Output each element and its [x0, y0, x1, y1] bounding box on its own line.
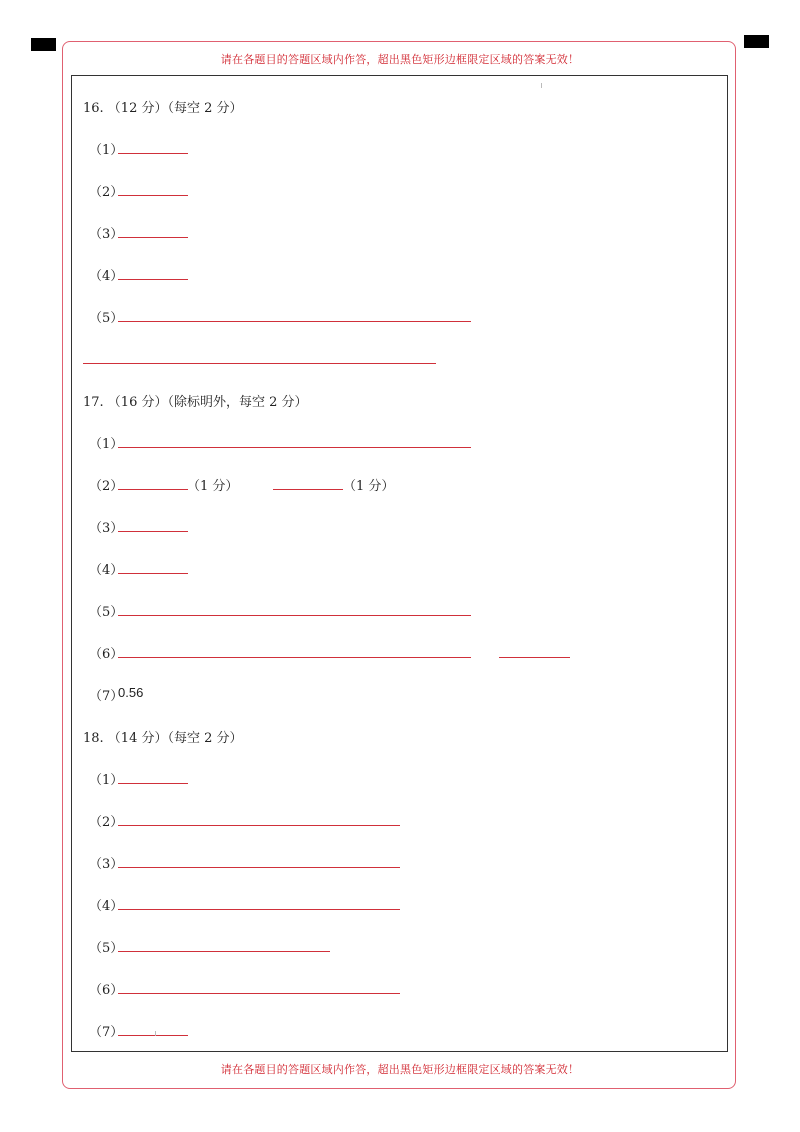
q17-row-2-label: （2） — [89, 479, 124, 494]
q16-row-4-label: （4） — [89, 269, 124, 284]
q18-row-2-label: （2） — [89, 815, 124, 830]
q18-answer-line-2[interactable] — [118, 825, 400, 826]
q18-row-1-label: （1） — [89, 773, 124, 788]
scan-tick — [155, 1031, 156, 1036]
notice-bottom: 请在各题目的答题区域内作答，超出黑色矩形边框限定区域的答案无效！ — [220, 1063, 580, 1076]
q16-row-5-label: （5） — [89, 311, 124, 326]
q16-row-3-label: （3） — [89, 227, 124, 242]
q17-answer-line-5[interactable] — [118, 615, 471, 616]
q18-answer-line-5[interactable] — [118, 951, 330, 952]
q18-row-5-label: （5） — [89, 941, 124, 956]
q18-row-7-label: （7） — [89, 1025, 124, 1040]
question-16-title: 16. （12 分）（每空 2 分） — [83, 101, 243, 116]
q17-row-4-label: （4） — [89, 563, 124, 578]
scan-tick — [541, 83, 542, 88]
q18-answer-line-4[interactable] — [118, 909, 400, 910]
q17-row-2-note-1: （1 分） — [187, 479, 239, 494]
q18-answer-line-7[interactable] — [118, 1035, 188, 1036]
q18-row-6-label: （6） — [89, 983, 124, 998]
q16-answer-line-1[interactable] — [118, 153, 188, 154]
q16-row-1-label: （1） — [89, 143, 124, 158]
q17-row-2-note-2: （1 分） — [343, 479, 395, 494]
q16-answer-line-5b[interactable] — [83, 363, 436, 364]
q16-answer-line-4[interactable] — [118, 279, 188, 280]
q17-answer-line-1[interactable] — [118, 447, 471, 448]
q17-answer-line-2a[interactable] — [118, 489, 188, 490]
q17-answer-line-6b[interactable] — [499, 657, 570, 658]
q17-row-3-label: （3） — [89, 521, 124, 536]
q17-row-7-label: （7） — [89, 689, 124, 704]
q18-answer-line-3[interactable] — [118, 867, 400, 868]
answer-area-border — [71, 75, 728, 1052]
q17-answer-line-4[interactable] — [118, 573, 188, 574]
q18-row-3-label: （3） — [89, 857, 124, 872]
q17-answer-line-2b[interactable] — [273, 489, 343, 490]
q17-row-6-label: （6） — [89, 647, 124, 662]
alignment-marker-left — [31, 38, 56, 51]
q18-row-4-label: （4） — [89, 899, 124, 914]
alignment-marker-right — [744, 35, 769, 48]
notice-top: 请在各题目的答题区域内作答，超出黑色矩形边框限定区域的答案无效！ — [220, 53, 580, 66]
q17-answer-line-6a[interactable] — [118, 657, 471, 658]
q16-answer-line-2[interactable] — [118, 195, 188, 196]
q18-answer-line-1[interactable] — [118, 783, 188, 784]
q16-answer-line-3[interactable] — [118, 237, 188, 238]
question-18-title: 18. （14 分）（每空 2 分） — [83, 731, 243, 746]
question-17-title: 17. （16 分）（除标明外，每空 2 分） — [83, 395, 308, 410]
q17-row-7-answer: 0.56 — [118, 685, 144, 700]
q17-answer-line-3[interactable] — [118, 531, 188, 532]
q16-row-2-label: （2） — [89, 185, 124, 200]
q17-row-5-label: （5） — [89, 605, 124, 620]
q16-answer-line-5[interactable] — [118, 321, 471, 322]
q17-row-1-label: （1） — [89, 437, 124, 452]
q18-answer-line-6[interactable] — [118, 993, 400, 994]
